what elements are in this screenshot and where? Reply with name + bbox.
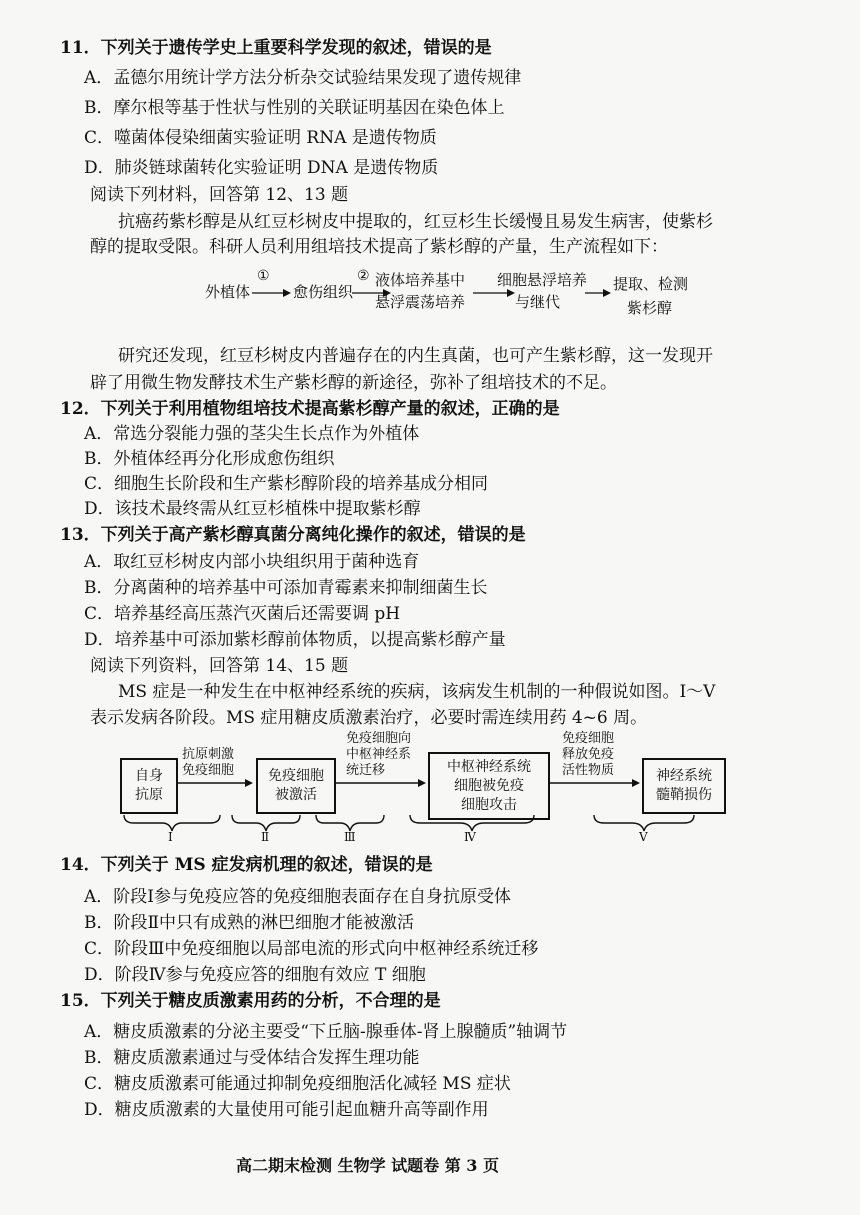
q13-option-a: A．取红豆杉树皮内部小块组织用于菌种选育: [84, 552, 420, 572]
q13-option-c: C．培养基经高压蒸汽灭菌后还需要调 pH: [84, 604, 401, 624]
q11-option-d: D．肺炎链球菌转化实验证明 DNA 是遗传物质: [84, 158, 439, 178]
cns-attack-line1: 中枢神经系统: [447, 758, 531, 775]
q11-option-b: B．摩尔根等基于性状与性别的关联证明基因在染色体上: [84, 98, 505, 118]
flow1-liquid-culture-line1: 液体培养基中: [375, 271, 466, 289]
arrow3-label-line3: 活性物质: [562, 763, 615, 778]
stage-label-1: Ⅰ: [168, 830, 173, 844]
reading1-paragraph1-line1: 抗癌药紫杉醇是从红豆杉树皮中提取的，红豆杉生长缓慢且易发生病害，使紫杉: [118, 212, 713, 232]
q13-option-b: B．分离菌种的培养基中可添加青霉素来抑制细菌生长: [84, 578, 488, 598]
q15-option-a: A．糖皮质激素的分泌主要受“下丘脑-腺垂体-肾上腺髓质”轴调节: [84, 1022, 568, 1042]
flow1-liquid-culture-line2: 悬浮震荡培养: [375, 293, 466, 311]
flow1-step1-label: ①: [257, 268, 270, 284]
reading1-paragraph2-line2: 辟了用微生物发酵技术生产紫杉醇的新途径，弥补了组培技术的不足。: [90, 373, 617, 393]
q12-option-a: A．常选分裂能力强的茎尖生长点作为外植体: [84, 424, 420, 444]
flow1-extract-line1: 提取、检测: [613, 275, 689, 293]
cns-attack-line2: 细胞被免疫: [454, 777, 524, 794]
flow1-callus: 愈伤组织: [293, 283, 354, 301]
q15-stem: 15．下列关于糖皮质激素用药的分析，不合理的是: [60, 991, 441, 1011]
q12-option-c: C．细胞生长阶段和生产紫杉醇阶段的培养基成分相同: [84, 474, 489, 494]
self-antigen-box: [120, 758, 178, 814]
self-antigen-line1: 自身: [135, 768, 163, 784]
stage-label-5: Ⅴ: [639, 830, 648, 844]
q12-option-b: B．外植体经再分化形成愈伤组织: [84, 449, 335, 469]
flow1-explant: 外植体: [205, 283, 251, 301]
arrow1-label-line1: 抗原刺激: [182, 747, 235, 762]
reading2-intro: 阅读下列资料，回答第 14、15 题: [90, 656, 349, 676]
myelin-damage-line1: 神经系统: [656, 768, 712, 784]
flow1-suspension-line1: 细胞悬浮培养: [497, 271, 588, 289]
reading2-paragraph-line2: 表示发病各阶段。MS 症用糖皮质激素治疗，必要时需连续用药 4~6 周。: [90, 708, 648, 728]
reading2-paragraph-line1: MS 症是一种发生在中枢神经系统的疾病，该病发生机制的一种假说如图。Ⅰ～Ⅴ: [118, 682, 716, 702]
q14-option-b: B．阶段Ⅱ中只有成熟的淋巴细胞才能被激活: [84, 913, 415, 933]
arrow2-label-line2: 中枢神经系: [346, 747, 412, 762]
arrow2-label-line1: 免疫细胞向: [346, 731, 412, 746]
flow1-step2-label: ②: [357, 268, 370, 284]
stage-label-4: Ⅳ: [464, 830, 476, 844]
q13-stem: 13．下列关于高产紫杉醇真菌分离纯化操作的叙述，错误的是: [60, 525, 526, 545]
arrow1-label-line2: 免疫细胞: [182, 763, 235, 778]
q14-option-c: C．阶段Ⅲ中免疫细胞以局部电流的形式向中枢神经系统迁移: [84, 939, 539, 959]
reading1-intro: 阅读下列材料，回答第 12、13 题: [90, 185, 349, 205]
q15-option-b: B．糖皮质激素通过与受体结合发挥生理功能: [84, 1048, 420, 1068]
q14-option-a: A．阶段Ⅰ参与免疫应答的免疫细胞表面存在自身抗原受体: [84, 887, 511, 907]
myelin-damage-box: [642, 758, 726, 814]
activated-cell-line1: 免疫细胞: [268, 768, 324, 784]
activated-immune-cell-box: [256, 758, 336, 814]
q14-option-d: D．阶段Ⅳ参与免疫应答的细胞有效应 T 细胞: [84, 965, 426, 985]
page-footer: 高二期末检测 生物学 试题卷 第 3 页: [236, 1156, 499, 1175]
self-antigen-line2: 抗原: [135, 787, 163, 803]
q15-option-c: C．糖皮质激素可能通过抑制免疫细胞活化减轻 MS 症状: [84, 1074, 511, 1094]
q11-stem: 11．下列关于遗传学史上重要科学发现的叙述，错误的是: [60, 38, 492, 58]
stage-label-3: Ⅲ: [344, 830, 356, 844]
activated-cell-line2: 被激活: [275, 787, 317, 803]
reading1-paragraph2-line1: 研究还发现，红豆杉树皮内普遍存在的内生真菌，也可产生紫杉醇，这一发现开: [118, 346, 713, 366]
stage-label-2: Ⅱ: [261, 830, 270, 844]
arrow3-label-line1: 免疫细胞: [562, 731, 615, 746]
reading1-paragraph1-line2: 醇的提取受限。科研人员利用组培技术提高了紫杉醇的产量，生产流程如下：: [90, 237, 668, 257]
q11-option-c: C．噬菌体侵染细菌实验证明 RNA 是遗传物质: [84, 128, 437, 148]
myelin-damage-line2: 髓鞘损伤: [656, 787, 712, 803]
q13-option-d: D．培养基中可添加紫杉醇前体物质，以提高紫杉醇产量: [84, 630, 506, 650]
q14-stem: 14．下列关于 MS 症发病机理的叙述，错误的是: [60, 855, 433, 875]
q12-option-d: D．该技术最终需从红豆杉植株中提取紫杉醇: [84, 499, 421, 519]
q11-option-a: A．孟德尔用统计学方法分析杂交试验结果发现了遗传规律: [84, 68, 522, 88]
q12-stem: 12．下列关于利用植物组培技术提高紫杉醇产量的叙述，正确的是: [60, 399, 560, 419]
q15-option-d: D．糖皮质激素的大量使用可能引起血糖升高等副作用: [84, 1100, 489, 1120]
arrow3-label-line2: 释放免疫: [562, 747, 615, 762]
arrow2-label-line3: 统迁移: [346, 763, 386, 778]
cns-attack-box: [428, 752, 550, 820]
cns-attack-line3: 细胞攻击: [461, 796, 517, 813]
flow1-suspension-line2: 与继代: [515, 293, 561, 311]
flow1-extract-line2: 紫杉醇: [627, 299, 673, 317]
